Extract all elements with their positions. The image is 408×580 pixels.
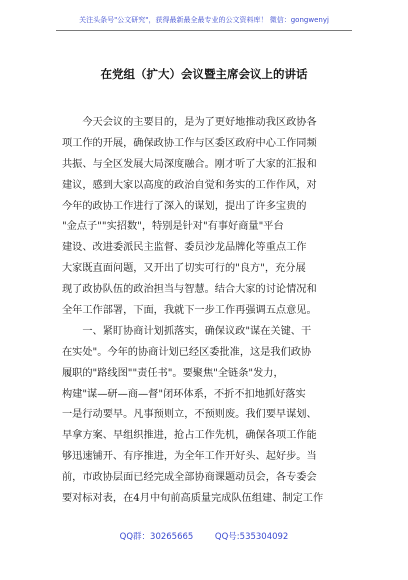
body-line: 今天会议的主要目的，是为了更好地推动我区政协各: [62, 117, 317, 128]
body-line: 在实处"。今年的协商计划已经区委批准，这是我们政协: [62, 346, 312, 358]
body-line: 今年的政协工作进行了深入的谋划，提出了许多宝贵的: [62, 200, 307, 212]
body-line: 够迅速铺开、有序推进，为全年工作开好头、起好步。当: [62, 451, 317, 463]
header-banner: 关注头条号"公文研究"，获得最新最全最专业的公文资料库！ 微信：gongwenyj: [79, 16, 329, 24]
body-line: 构建"谋—研—商—督"闭环体系，不折不扣地抓好落实: [62, 388, 306, 400]
body-line: 项工作的开展，确保政协工作与区委区政府中心工作同频: [62, 137, 317, 149]
body-line: 要对标对表，在4月中旬前高质量完成队伍组建、制定工作: [62, 493, 324, 505]
body-line: 建议，感到大家以高度的政治自觉和务实的工作作风，对: [62, 179, 317, 191]
body-line: 履职的"路线图""责任书"。要聚焦"全链条"发力，: [62, 367, 284, 379]
body-line: 一是行动要早。凡事预则立，不预则废。我们要早谋划、: [62, 409, 317, 421]
footer-contact-info: QQ群：30265665 QQ号:535304092: [119, 532, 289, 542]
body-line: 一、紧盯协商计划抓落实，确保议政"谋在关键、干: [62, 325, 312, 337]
page-title: 在党组（扩大）会议暨主席会议上的讲话: [100, 67, 308, 81]
body-line: 大家既直面问题，又开出了切实可行的"良方"，充分展: [62, 263, 306, 275]
body-line: 早拿方案、早组织推进，抢占工作先机，确保各项工作能: [62, 430, 317, 442]
document-body: [62, 113, 348, 510]
body-line: 全年工作部署，下面，我就下一步工作再强调五点意见。: [62, 305, 317, 317]
header-divider: [56, 30, 352, 31]
body-line: 现了政协队伍的政治担当与智慧。结合大家的讨论情况和: [62, 284, 317, 296]
body-line: 共振、与全区发展大局深度融合。刚才听了大家的汇报和: [62, 158, 317, 170]
body-line: "金点子""实招数"，特别是针对"有事好商量"平台: [62, 221, 284, 233]
body-line: 前，市政协层面已经完成全部协商课题动员会，各专委会: [62, 472, 317, 484]
body-line: 建设、改进委派民主监督、委员沙龙品牌化等重点工作: [62, 242, 307, 254]
